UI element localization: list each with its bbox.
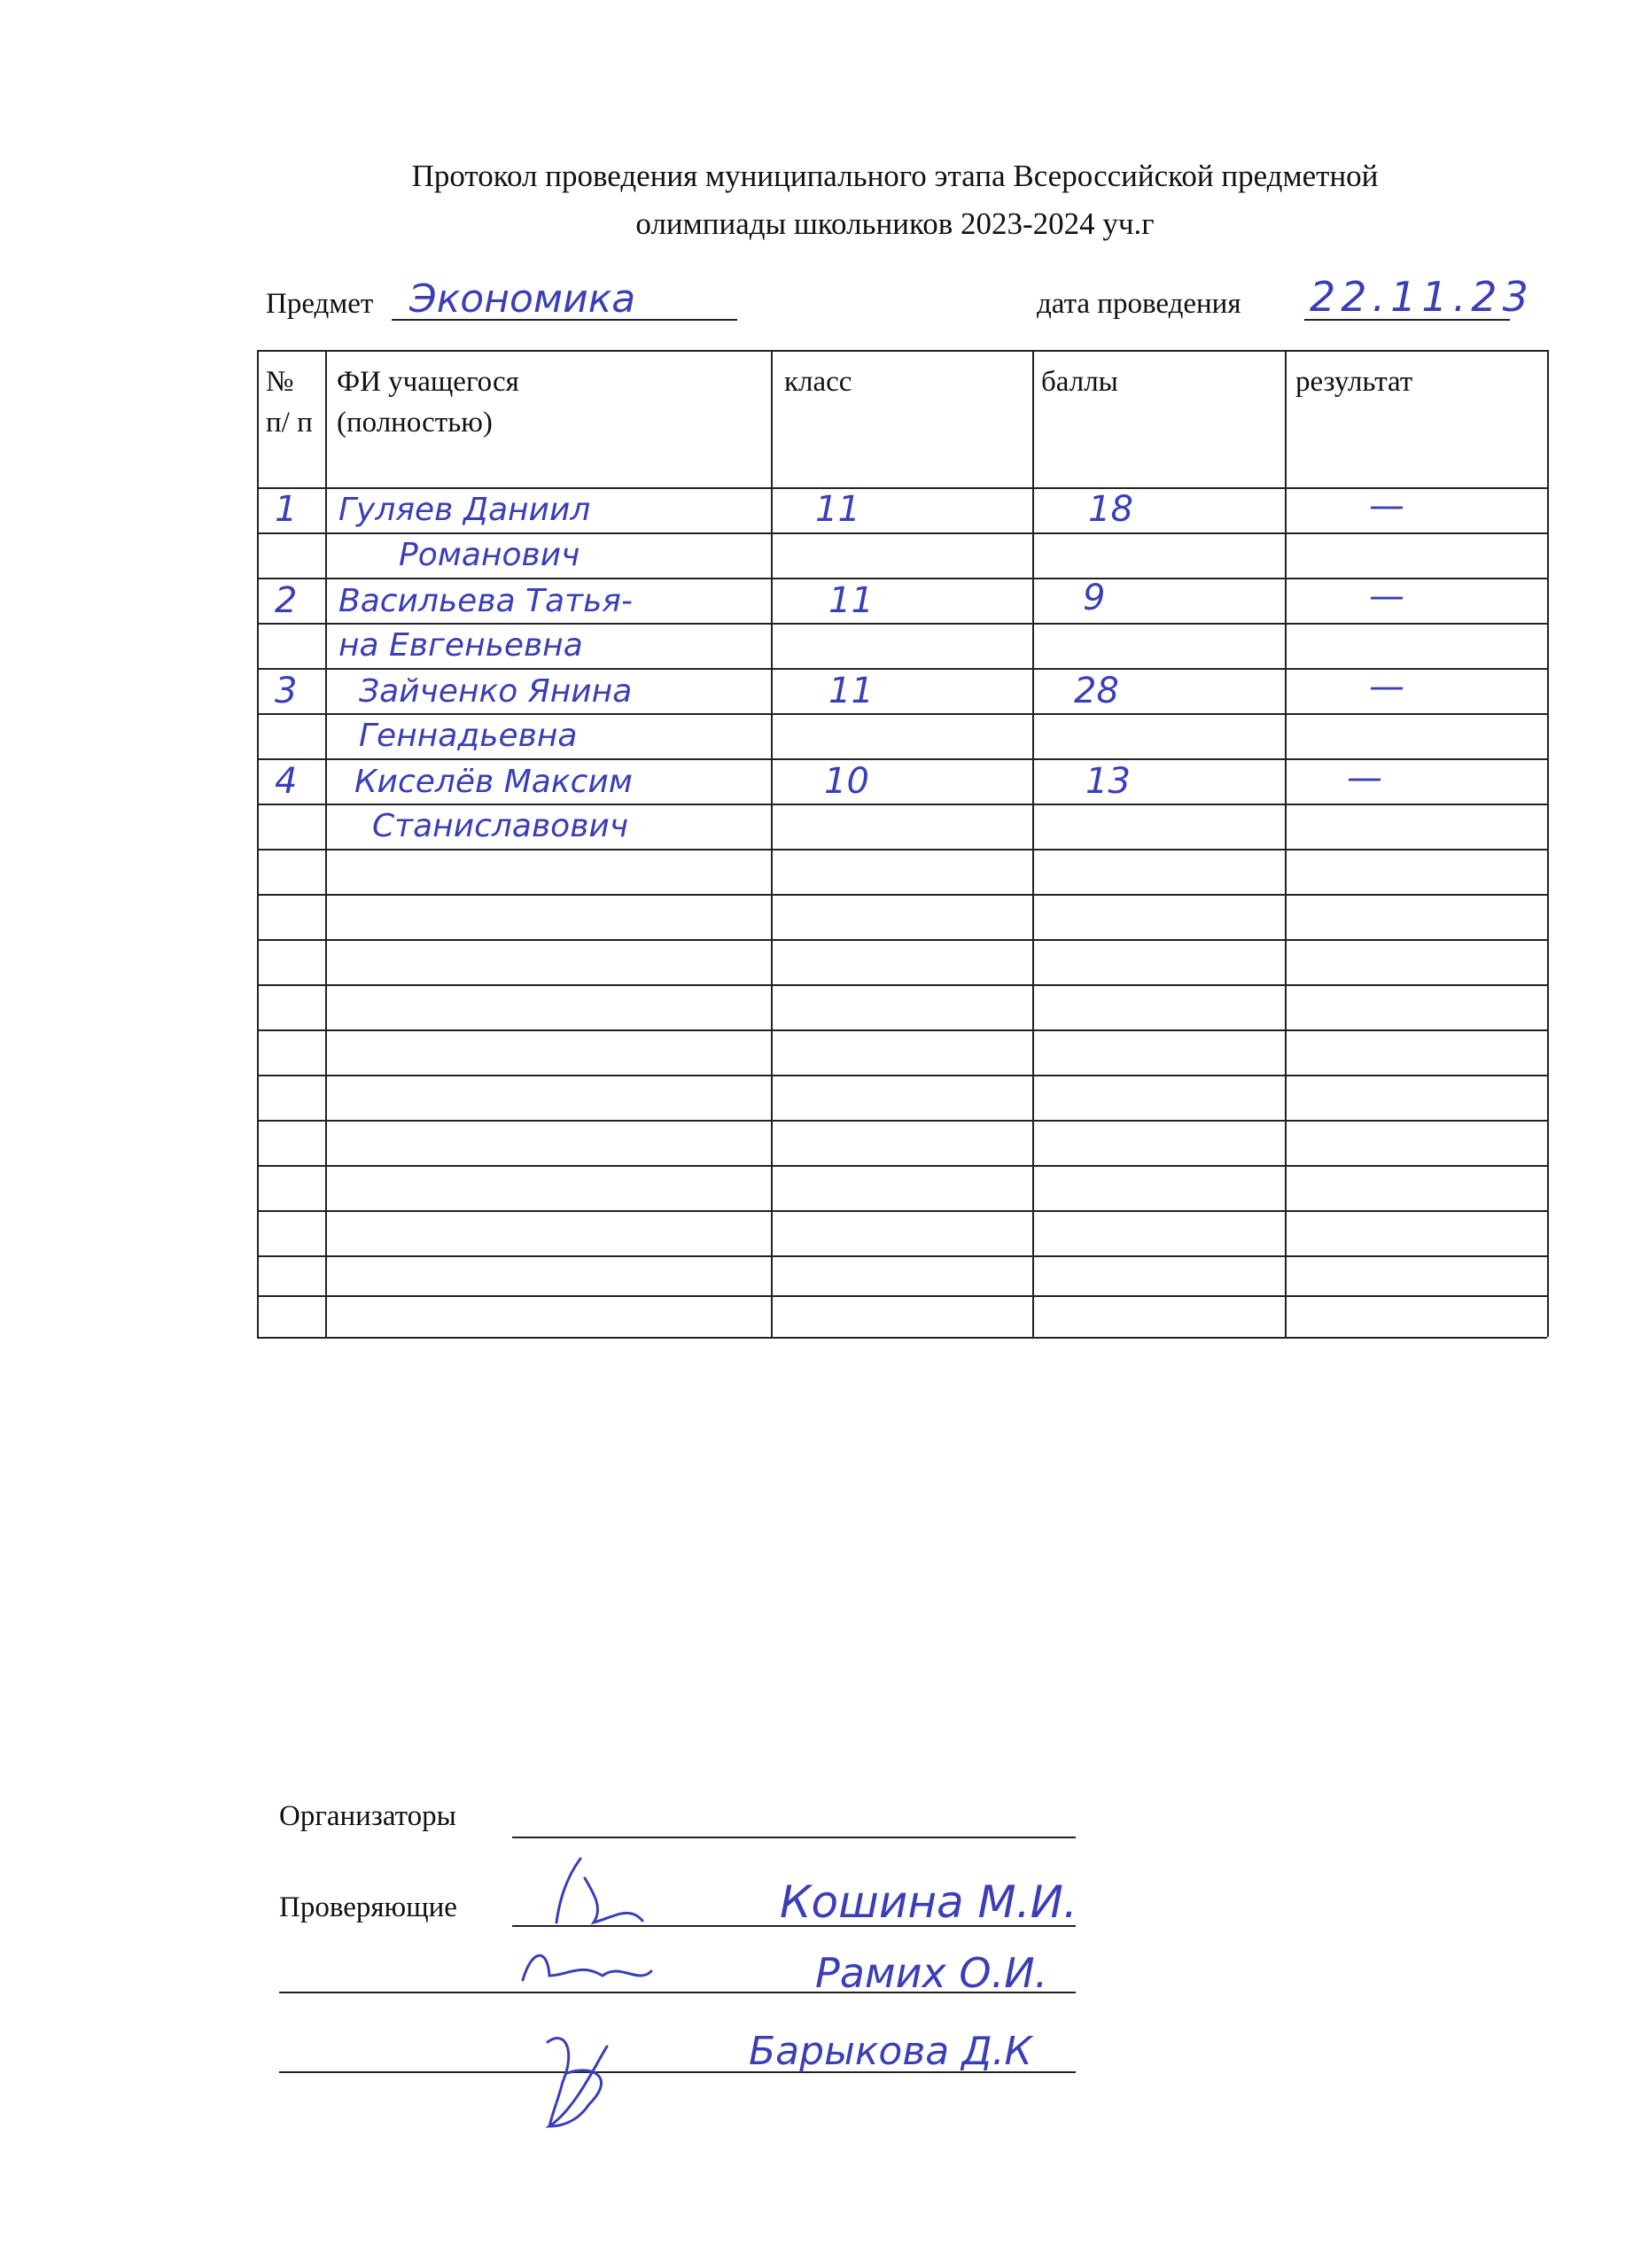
table-row-line: [257, 849, 1547, 850]
table-row-line: [257, 1295, 1547, 1297]
table-row-line: [257, 713, 1547, 715]
table-row-line: [257, 939, 1547, 941]
table-row-line: [257, 984, 1547, 986]
table-row-line: [257, 578, 1547, 579]
row-1-score: 18: [1088, 489, 1133, 530]
row-3-number: 3: [275, 671, 298, 711]
row-4-result: —: [1347, 757, 1382, 798]
row-4-number: 4: [275, 761, 298, 802]
row-2-score: 9: [1083, 578, 1106, 618]
header-name: ФИ учащегося (полностью): [337, 366, 519, 439]
signature-1: [556, 1859, 642, 1922]
document-title: [266, 152, 1524, 248]
row-1-number: 1: [275, 489, 298, 530]
table-row-line: [257, 804, 1547, 805]
table-row-line: [257, 1120, 1547, 1122]
row-1-grade: 11: [815, 489, 860, 530]
table-col-divider: [1285, 350, 1287, 1337]
table-row-line: [257, 623, 1547, 625]
checker-name-3: Барыкова Д.К: [749, 2029, 1032, 2074]
signature-2: [523, 1955, 651, 1980]
table-border-right: [1547, 350, 1549, 1337]
organizers-label: Организаторы: [279, 1800, 456, 1832]
row-2-name-line-1: Васильева Татья-: [338, 583, 633, 619]
table-row-line: [257, 1165, 1547, 1167]
table-border-bottom: [257, 1337, 1547, 1339]
table-row-line: [257, 1210, 1547, 1212]
table-row-line: [257, 532, 1547, 534]
row-3-name-line-2: Геннадьевна: [359, 718, 578, 754]
signature-3: [548, 2039, 607, 2126]
table-row-line: [257, 1029, 1547, 1031]
date-label: дата проведения: [1037, 288, 1241, 320]
row-4-name-line-1: Киселёв Максим: [354, 764, 633, 800]
row-1-name-line-1: Гуляев Даниил: [338, 492, 591, 528]
row-2-number: 2: [275, 580, 298, 621]
table-border-left: [257, 350, 259, 1337]
header-score: баллы: [1041, 366, 1118, 398]
table-col-divider: [1032, 350, 1034, 1337]
row-4-name-line-2: Станиславович: [372, 808, 629, 844]
table-row-line: [257, 487, 1547, 489]
title-line-2: олимпиады школьников 2023-2024 уч.г: [635, 206, 1155, 241]
row-4-grade: 10: [824, 761, 869, 802]
row-2-grade: 11: [828, 580, 874, 621]
checkers-label: Проверяющие: [279, 1891, 457, 1923]
row-3-result: —: [1369, 666, 1404, 707]
row-4-score: 13: [1085, 761, 1131, 802]
table-border-top: [257, 350, 1547, 352]
row-1-name-line-2: Романович: [399, 537, 580, 573]
header-grade: класс: [784, 366, 852, 398]
subject-value: Экономика: [409, 276, 636, 322]
table-col-divider: [325, 350, 327, 1337]
header-number: № п/ п: [266, 366, 313, 439]
checker-name-1: Кошина М.И.: [780, 1876, 1077, 1928]
table-row-line: [257, 668, 1547, 670]
row-3-grade: 11: [828, 671, 874, 711]
header-result: результат: [1295, 366, 1413, 398]
table-row-line: [257, 1075, 1547, 1076]
row-3-name-line-1: Зайченко Янина: [359, 673, 633, 710]
subject-label: Предмет: [266, 288, 374, 320]
title-line-1: Протокол проведения муниципального этапа Всероссийской предметной: [411, 159, 1379, 193]
table-row-line: [257, 1255, 1547, 1257]
row-2-result: —: [1369, 576, 1404, 617]
row-2-name-line-2: на Евгеньевна: [338, 627, 583, 664]
date-value: 22.11.23: [1310, 273, 1534, 321]
table-row-line: [257, 894, 1547, 896]
checker-name-2: Рамих О.И.: [815, 1949, 1048, 1997]
table-col-divider: [771, 350, 773, 1337]
organizers-underline: [512, 1837, 1076, 1838]
row-3-score: 28: [1074, 671, 1119, 711]
row-1-result: —: [1369, 485, 1404, 526]
